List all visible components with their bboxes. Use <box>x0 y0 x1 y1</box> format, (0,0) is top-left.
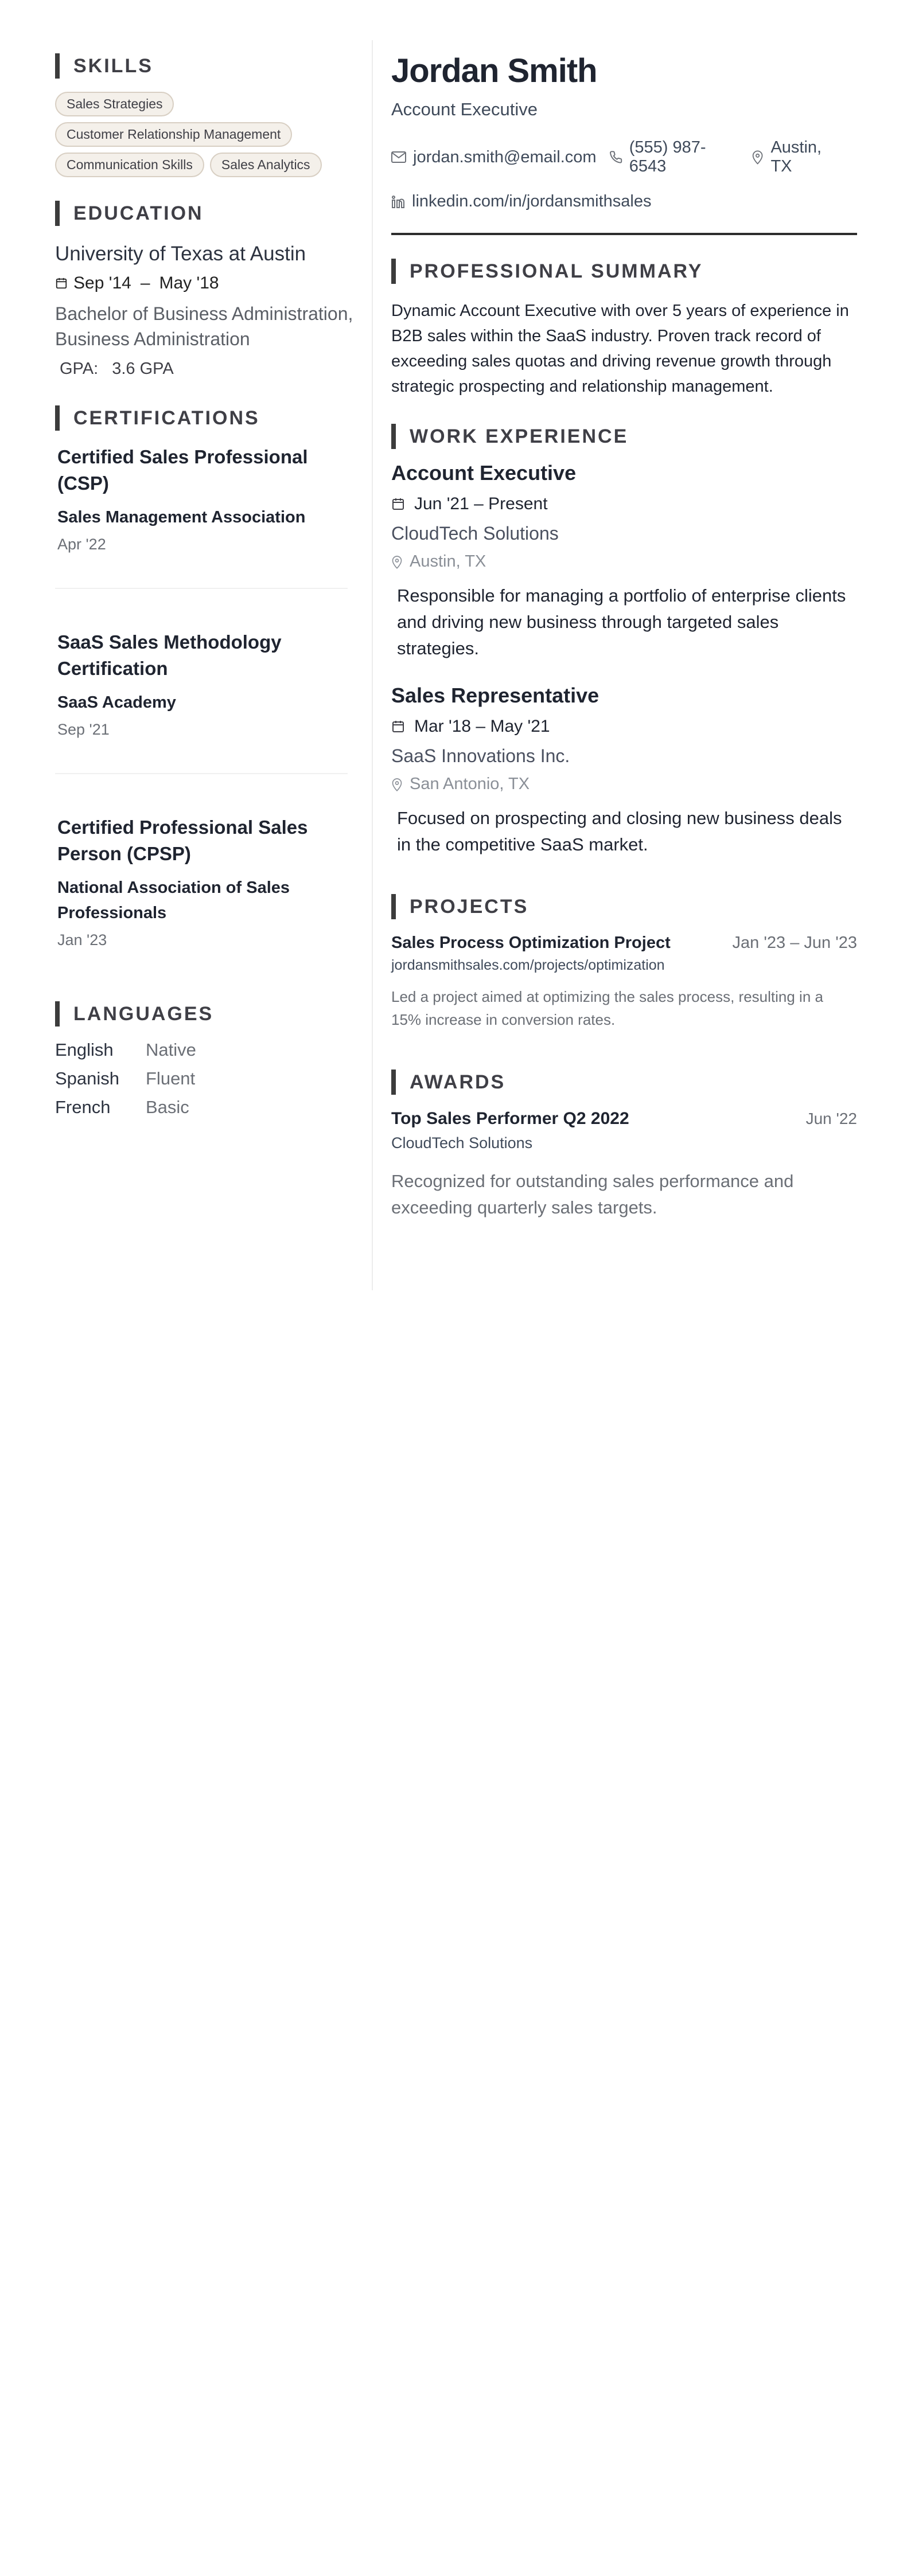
section-bar <box>55 53 60 79</box>
award-header <box>391 1109 857 1129</box>
skill-chip: Sales Strategies <box>55 92 174 116</box>
language-level: Basic <box>146 1097 189 1117</box>
certification-item <box>55 444 353 553</box>
section-title: SKILLS <box>73 54 153 77</box>
education-dates <box>55 274 353 293</box>
certification-org: SaaS Academy <box>57 693 176 712</box>
skill-chip: Communication Skills <box>55 153 204 177</box>
language-row <box>55 1097 353 1118</box>
certification-date: Jan '23 <box>57 931 107 949</box>
section-title: AWARDS <box>410 1071 506 1093</box>
summary-heading <box>391 257 857 286</box>
award-date: Jun '22 <box>805 1110 857 1127</box>
certification-name: SaaS Sales Methodology Certification <box>57 631 282 679</box>
job-dates <box>391 717 857 736</box>
education-end: May '18 <box>159 274 219 292</box>
section-title: PROJECTS <box>410 895 529 918</box>
degree: Bachelor of Business Administration, Business Administration <box>55 303 353 349</box>
job-company: CloudTech Solutions <box>391 523 559 544</box>
project-dates: Jan '23 – Jun '23 <box>732 934 857 952</box>
certifications-heading <box>55 404 353 432</box>
language-name: French <box>55 1097 111 1117</box>
award-description: Recognized for outstanding sales performance and exceeding quarterly sales targets. <box>391 1171 794 1217</box>
school-name: University of Texas at Austin <box>55 243 306 265</box>
section-bar <box>55 201 60 226</box>
mail-icon <box>391 151 406 163</box>
language-row <box>55 1040 353 1060</box>
section-bar <box>391 1070 396 1095</box>
job-entry <box>391 461 857 662</box>
skill-chip: Customer Relationship Management <box>55 122 292 147</box>
skill-chip: Sales Analytics <box>210 153 322 177</box>
certification-separator <box>55 588 348 589</box>
header-rule <box>391 233 857 235</box>
certification-org: Sales Management Association <box>57 508 306 526</box>
project-header <box>391 934 857 953</box>
job-dates <box>391 494 857 514</box>
section-bar <box>391 424 396 449</box>
section-bar <box>55 1001 60 1027</box>
project-entry <box>391 934 857 1031</box>
summary-text: Dynamic Account Executive with over 5 years of experience in B2B sales within the SaaS industry. Proven track record of exceeding sales quotas and driving revenue growth through strategic prospecting and relationship management. <box>391 302 849 396</box>
education-heading <box>55 199 353 228</box>
job-location <box>391 552 857 571</box>
job-date-text: Jun '21 – Present <box>414 494 548 513</box>
skills-list <box>55 92 353 177</box>
language-row <box>55 1068 353 1089</box>
section-bar <box>391 259 396 284</box>
contact-row <box>391 138 857 176</box>
job-description: Responsible for managing a portfolio of enterprise clients and driving new business through targeted sales strategies. <box>397 586 846 658</box>
left-column <box>55 52 353 1118</box>
calendar-icon <box>391 497 405 511</box>
project-description: Led a project aimed at optimizing the sales process, resulting in a 15% increase in conversion rates. <box>391 988 823 1028</box>
location-pin-icon <box>391 555 403 569</box>
calendar-icon <box>55 277 68 290</box>
date-separator: – <box>140 274 150 292</box>
contact-location <box>752 138 844 176</box>
languages-list <box>55 1040 353 1118</box>
certification-name: Certified Sales Professional (CSP) <box>57 446 308 494</box>
project-name: Sales Process Optimization Project <box>391 934 671 952</box>
job-entry <box>391 684 857 858</box>
language-name: English <box>55 1040 114 1060</box>
section-title: EDUCATION <box>73 202 204 224</box>
right-column <box>391 52 857 1221</box>
section-bar <box>391 894 396 919</box>
job-location-text: San Antonio, TX <box>410 775 530 793</box>
section-title: WORK EXPERIENCE <box>410 425 629 447</box>
education-start: Sep '14 <box>73 274 131 292</box>
certification-name: Certified Professional Sales Person (CPSP) <box>57 817 308 864</box>
award-entry <box>391 1109 857 1221</box>
certification-date: Apr '22 <box>57 536 106 553</box>
linkedin-icon <box>391 195 405 209</box>
contact-phone[interactable] <box>609 138 739 176</box>
certifications-list <box>55 444 353 949</box>
location-text: Austin, TX <box>770 138 822 175</box>
contact-email[interactable] <box>391 148 597 167</box>
certification-separator <box>55 773 348 774</box>
job-title: Account Executive <box>391 461 577 485</box>
certification-item <box>55 629 353 739</box>
project-url[interactable]: jordansmithsales.com/projects/optimization <box>391 957 665 973</box>
candidate-name: Jordan Smith <box>391 52 597 89</box>
projects-heading <box>391 892 857 921</box>
gpa-row <box>55 360 353 378</box>
skills-heading <box>55 52 353 80</box>
job-title: Sales Representative <box>391 684 599 707</box>
job-date-text: Mar '18 – May '21 <box>414 717 550 736</box>
column-divider <box>372 40 373 1290</box>
gpa-value: 3.6 GPA <box>112 360 174 378</box>
language-level: Native <box>146 1040 196 1060</box>
language-name: Spanish <box>55 1068 120 1088</box>
email-text: jordan.smith@email.com <box>413 147 597 166</box>
certification-item <box>55 814 353 949</box>
job-location <box>391 775 857 794</box>
candidate-role: Account Executive <box>391 99 538 119</box>
phone-text: (555) 987-6543 <box>629 138 706 175</box>
award-name: Top Sales Performer Q2 2022 <box>391 1109 629 1128</box>
experience-heading <box>391 422 857 451</box>
linkedin-text: linkedin.com/in/jordansmithsales <box>412 192 652 210</box>
phone-icon <box>609 150 622 164</box>
section-title: LANGUAGES <box>73 1002 214 1025</box>
languages-heading <box>55 1000 353 1028</box>
location-pin-icon <box>752 150 764 165</box>
location-pin-icon <box>391 778 403 791</box>
gpa-label: GPA: <box>60 360 99 378</box>
section-bar <box>55 405 60 431</box>
certification-date: Sep '21 <box>57 721 110 738</box>
education-entry <box>55 243 353 378</box>
award-org: CloudTech Solutions <box>391 1134 533 1152</box>
language-level: Fluent <box>146 1068 196 1088</box>
job-location-text: Austin, TX <box>410 552 486 571</box>
awards-heading <box>391 1068 857 1096</box>
job-company: SaaS Innovations Inc. <box>391 746 570 766</box>
section-title: CERTIFICATIONS <box>73 407 260 429</box>
job-description: Focused on prospecting and closing new business deals in the competitive SaaS market. <box>397 808 842 854</box>
certification-org: National Association of Sales Professionals <box>57 879 290 922</box>
contact-linkedin[interactable] <box>391 192 857 211</box>
section-title: PROFESSIONAL SUMMARY <box>410 260 703 282</box>
calendar-icon <box>391 720 405 733</box>
